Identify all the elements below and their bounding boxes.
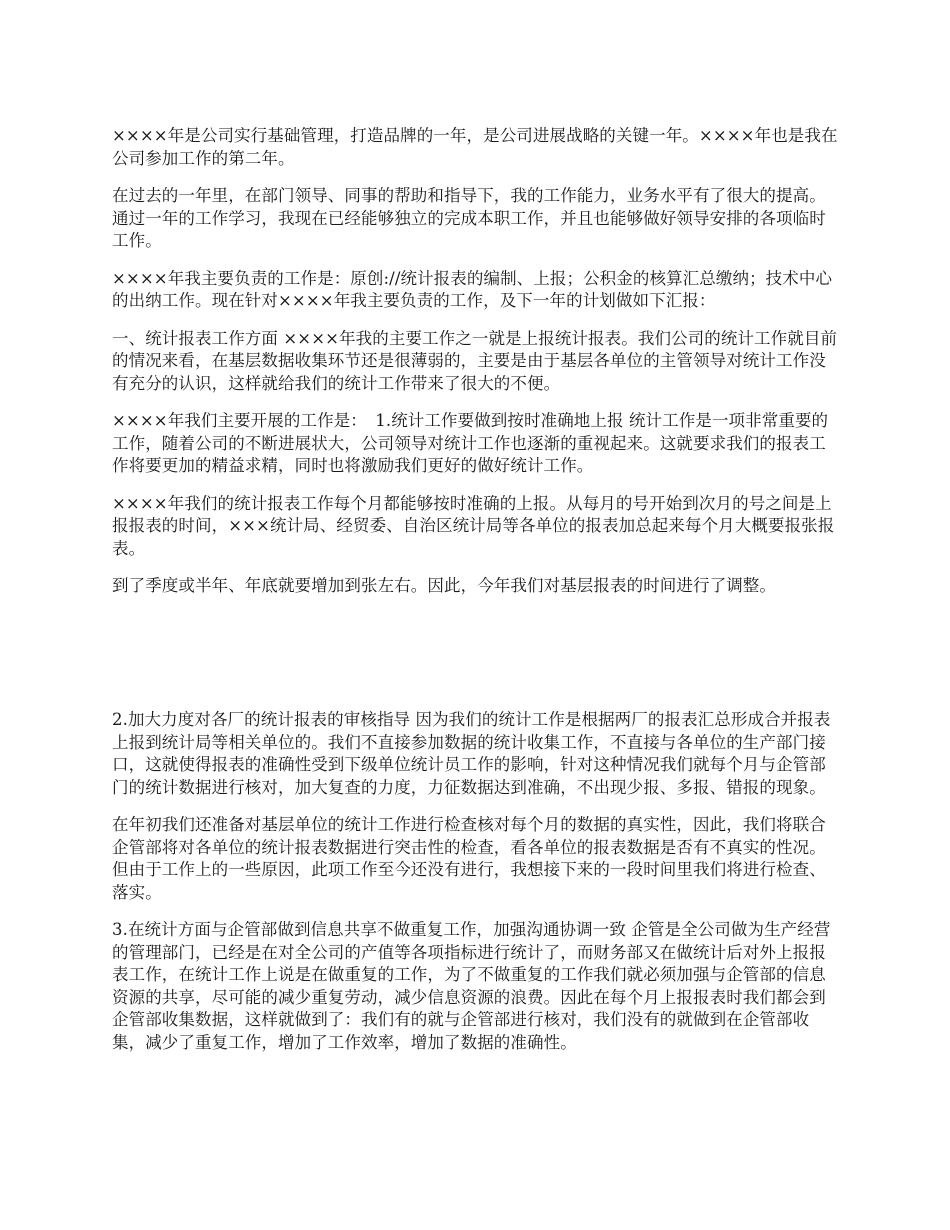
paragraph-inspection-plan: 在年初我们还准备对基层单位的统计工作进行检查核对每个月的数据的真实性，因此，我们将联合企管部将对各单位的统计报表数据进行突击性的检查，看各单位的报表数据是否有不真实的性况。但由于工作上的一些原因，此项工作至今还没有进行，我想接下来的一段时间里我们将进行检查、落实。 [112, 815, 826, 902]
paragraph-past-year: 在过去的一年里，在部门领导、同事的帮助和指导下，我的工作能力，业务水平有了很大的提高。通过一年的工作学习，我现在已经能够独立的完成本职工作，并且也能够做好领导安排的各项临时工作。 [112, 186, 826, 250]
text-section-2 [112, 709, 842, 1069]
paragraph-item-3: 3.在统计方面与企管部做到信息共享不做重复工作，加强沟通协调一致 企管是全公司做为生产经营的管理部门，已经是在对全公司的产值等各项指标进行统计了，而财务部又在做统计后对外上报报表工作，在统计工作上说是在做重复的工作，为了不做重复的工作我们就必须加强与企管部的信息资源的共享，尽可能的减少重复劳动，减少信息资源的浪费。因此在每个月上报报表时我们都会到企管部收集数据，这样就做到了：我们有的就与企管部进行核对，我们没有的就做到在企管部收集，减少了重复工作，增加了工作效率，增加了数据的准确性。 [112, 920, 831, 1052]
paragraph-intro: ××××年是公司实行基础管理，打造品牌的一年，是公司进展战略的关键一年。××××年也是我在公司参加工作的第二年。 [112, 126, 838, 168]
paragraph-quarterly-adjustment: 到了季度或半年、年底就要增加到张左右。因此，今年我们对基层报表的时间进行了调整。 [112, 576, 776, 595]
paragraph-item-2: 2.加大力度对各厂的统计报表的审核指导 因为我们的统计工作是根据两厂的报表汇总形成合并报表上报到统计局等相关单位的。我们不直接参加数据的统计收集工作，不直接与各单位的生产部门接口，这就使得报表的准确性受到下级单位统计员工作的影响，针对这种情况我们就每个月与企管部门的统计数据进行核对，加大复查的力度，力征数据达到准确，不出现少报、多报、错报的现象。 [112, 710, 831, 797]
paragraph-item-1: ××××年我们主要开展的工作是： 1.统计工作要做到按时准确地上报 统计工作是一项非常重要的工作，随着公司的不断进展状大，公司领导对统计工作也逐渐的重视起来。这就要求我们的报表工作将要更加的精益求精，同时也将激励我们更好的做好统计工作。 [112, 411, 829, 475]
paragraph-responsibilities: ××××年我主要负责的工作是：原创://统计报表的编制、上报；公积金的核算汇总缴纳；技术中心的出纳工作。现在针对××××年我主要负责的工作，及下一年的计划做如下汇报： [112, 268, 833, 310]
paragraph-statistics-overview: 一、统计报表工作方面 ××××年我的主要工作之一就是上报统计报表。我们公司的统计工作就目前的情况来看，在基层数据收集环节还是很薄弱的，主要是由于基层各单位的主管领导对统计工作没有充分的认识，这样就给我们的统计工作带来了很大的不便。 [112, 328, 838, 393]
paragraph-monthly-reports: ××××年我们的统计报表工作每个月都能够按时准确的上报。从每月的号开始到次月的号之间是上报报表的时间，×××统计局、经贸委、自治区统计局等各单位的报表加总起来每个月大概要报张报表。 [112, 493, 835, 558]
text-section-1 [112, 125, 842, 613]
